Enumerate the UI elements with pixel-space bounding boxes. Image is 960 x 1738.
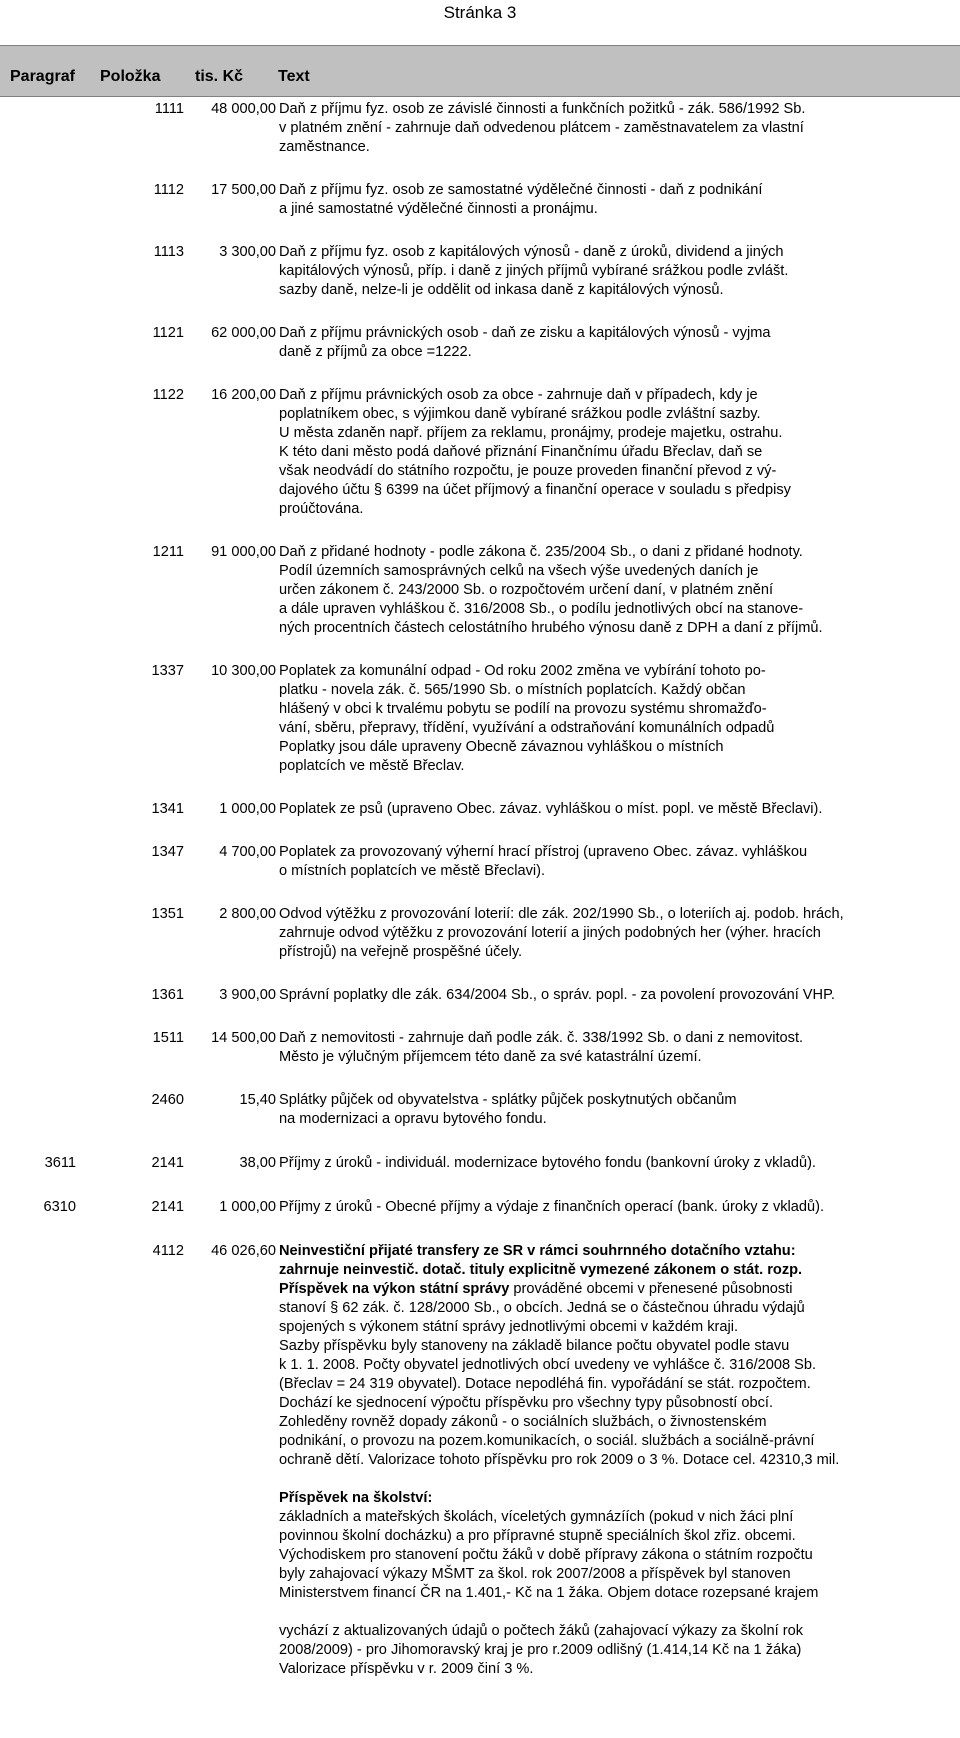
cell-polozka: 1337 <box>151 663 184 679</box>
cell-polozka: 1347 <box>151 844 184 860</box>
text-line: zahrnuje odvod výtěžku z provozování loterií a jiných podobných her (výher. hracích <box>279 925 821 941</box>
cell-polozka: 1113 <box>153 244 184 260</box>
cell-paragraf: 3611 <box>44 1155 76 1171</box>
text-line: Valorizace příspěvku v r. 2009 činí 3 %. <box>279 1661 534 1677</box>
column-header-text: Text <box>278 68 310 85</box>
table-row <box>0 800 960 819</box>
text-line: Příjmy z úroků - individuál. modernizace bytového fondu (bankovní úroky z vkladů). <box>279 1155 816 1171</box>
text-line: k 1. 1. 2008. Počty obyvatel jednotlivých obcí uvedeny ve vyhlášce č. 316/2008 Sb. <box>279 1357 817 1373</box>
text-line: Splátky půjček od obyvatelstva - splátky půjček poskytnutých občanům <box>279 1092 737 1108</box>
text-line: Daň z přidané hodnoty - podle zákona č. 235/2004 Sb., o dani z přidané hodnoty. <box>279 544 803 560</box>
transfer-intro <box>279 1242 915 1470</box>
table-row <box>0 905 960 962</box>
text-line: Poplatky jsou dále upraveny Obecně závaznou vyhláškou o místních <box>279 739 724 755</box>
cell-text <box>279 1029 915 1067</box>
table-row <box>0 543 960 638</box>
cell-text <box>279 905 915 962</box>
table-header <box>0 45 960 97</box>
text-line: Správní poplatky dle zák. 634/2004 Sb., o správ. popl. - za povolení provozování VHP. <box>279 987 835 1003</box>
text-line: Odvod výtěžku z provozování loterií: dle zák. 202/1990 Sb., o loteriích aj. podob. hrách, <box>279 906 844 922</box>
text-line: sazby daně, nelze-li je oddělit od inkasa daně z kapitálových výnosů. <box>279 282 724 298</box>
page-header <box>0 0 960 42</box>
text-line: Daň z příjmu fyz. osob z kapitálových výnosů - daně z úroků, dividend a jiných <box>279 244 784 260</box>
text-line: poplatníkem obec, s výjimkou daně vybírané srážkou podle zvláštní sazby. <box>279 406 761 422</box>
text-line: proúčtována. <box>279 501 364 517</box>
budget-rows <box>0 100 960 1679</box>
table-row <box>0 1091 960 1129</box>
text-line: ných procentních částech celostátního hrubého výnosu daně z DPH a daní z příjmů. <box>279 620 823 636</box>
table-row <box>0 243 960 300</box>
table-row <box>0 100 960 157</box>
text-line: na modernizaci a opravu bytového fondu. <box>279 1111 547 1127</box>
cell-polozka: 2460 <box>151 1092 184 1108</box>
text-line: Poplatek ze psů (upraveno Obec. závaz. vyhláškou o míst. popl. ve městě Břeclavi). <box>279 801 823 817</box>
text-line: Poplatek za provozovaný výherní hrací přístroj (upraveno Obec. závaz. vyhláškou <box>279 844 808 860</box>
table-row <box>0 324 960 362</box>
school-heading: Příspěvek na školství: <box>279 1490 433 1506</box>
cell-amount: 15,40 <box>239 1092 276 1108</box>
cell-polozka: 1351 <box>151 906 184 922</box>
text-line: a jiné samostatné výdělečné činnosti a pronájmu. <box>279 201 598 217</box>
cell-amount: 1 000,00 <box>219 801 276 817</box>
cell-text <box>279 1198 915 1217</box>
cell-text <box>279 181 915 219</box>
text-line: byly zahajovací výkazy MŠMT za škol. rok 2007/2008 a příspěvek byl stanoven <box>279 1566 791 1582</box>
text-line: Zohleděny rovněž dopady zákonů - o sociálních službách, o živnostenském <box>279 1414 767 1430</box>
text-line: základních a mateřských školách, víceletých gymnázíích (pokud v nich žáci plní <box>279 1509 794 1525</box>
cell-amount: 91 000,00 <box>211 544 276 560</box>
column-header-polozka: Položka <box>100 68 161 85</box>
text-line: vání, sběru, přepravy, třídění, využívání a odstraňování komunálních odpadů <box>279 720 775 736</box>
text-line: vychází z aktualizovaných údajů o počtech žáků (zahajovací výkazy za školní rok <box>279 1623 804 1639</box>
cell-amount: 62 000,00 <box>211 325 276 341</box>
cell-amount: 14 500,00 <box>211 1030 276 1046</box>
table-row <box>0 1029 960 1067</box>
cell-paragraf: 6310 <box>43 1199 76 1215</box>
text-line: Sazby příspěvku byly stanoveny na základě bilance počtu obyvatel podle stavu <box>279 1338 790 1354</box>
text-line: Podíl územních samosprávných celků na všech výše uvedených daních je <box>279 563 759 579</box>
cell-polozka: 1112 <box>153 182 184 198</box>
cell-polozka: 1361 <box>151 987 184 1003</box>
table-row <box>0 1198 960 1217</box>
cell-amount: 38,00 <box>239 1155 276 1171</box>
cell-text <box>279 324 915 362</box>
text-line: povinnou školní docházku) a pro přípravné stupně speciálních škol zřiz. obcemi. <box>279 1528 796 1544</box>
school-contribution <box>279 1489 915 1603</box>
state-admin-heading: Příspěvek na výkon státní správy <box>279 1281 510 1297</box>
text-line: 2008/2009) - pro Jihomoravský kraj je pro r.2009 odlišný (1.414,14 Kč na 1 žáka) <box>279 1642 802 1658</box>
cell-polozka: 1121 <box>152 325 184 341</box>
page-number: Stránka 3 <box>443 3 517 22</box>
text-line: zaměstnance. <box>279 139 370 155</box>
cell-text <box>279 1154 915 1173</box>
cell-text <box>279 386 915 519</box>
text-line: Příjmy z úroků - Obecné příjmy a výdaje z finančních operací (bank. úroky z vkladů). <box>279 1199 825 1215</box>
cell-polozka: 1341 <box>151 801 184 817</box>
cell-text <box>279 1242 915 1679</box>
text-line: podnikání, o provozu na pozem.komunikacích, o sociál. službách a sociálně-právní <box>279 1433 815 1449</box>
text-line: K této dani město podá daňové přiznání Finančnímu úřadu Břeclav, daň se <box>279 444 763 460</box>
text-line: Poplatek za komunální odpad - Od roku 2002 změna ve vybírání tohoto po- <box>279 663 766 679</box>
cell-polozka: 4112 <box>152 1243 184 1259</box>
cell-polozka: 2141 <box>151 1199 184 1215</box>
text-line: Daň z příjmu právnických osob - daň ze zisku a kapitálových výnosů - vyjma <box>279 325 771 341</box>
state-admin-heading-rest: prováděné obcemi v přenesené působnosti <box>509 1281 793 1297</box>
cell-text <box>279 243 915 300</box>
table-row <box>0 986 960 1005</box>
cell-polozka: 1122 <box>152 387 184 403</box>
text-line: spojených s výkonem státní správy jednotlivými obcemi v každém kraji. <box>279 1319 739 1335</box>
cell-text <box>279 800 915 819</box>
table-row <box>0 662 960 776</box>
text-line: Východiskem pro stanovení počtu žáků v době přípravy zákona o státním rozpočtu <box>279 1547 813 1563</box>
text-line: určen zákonem č. 243/2000 Sb. o rozpočtovém určení daní, v platném znění <box>279 582 774 598</box>
table-row <box>0 386 960 519</box>
cell-amount: 16 200,00 <box>211 387 276 403</box>
school-contribution-continued <box>279 1622 915 1679</box>
cell-text <box>279 986 915 1005</box>
text-line: Město je výlučným příjemcem této daně za své katastrální území. <box>279 1049 702 1065</box>
text-line: stanoví § 62 zák. č. 128/2000 Sb., o obcích. Jedná se o částečnou úhradu výdajů <box>279 1300 805 1316</box>
text-line: poplatcích ve městě Břeclav. <box>279 758 465 774</box>
cell-amount: 3 300,00 <box>219 244 276 260</box>
cell-polozka: 1111 <box>154 101 184 117</box>
text-line: hlášený v obci k trvalému pobytu se podílí na provozu systému shromažďo- <box>279 701 767 717</box>
intro-line: Neinvestiční přijaté transfery ze SR v rámci souhrnného dotačního vztahu: <box>279 1243 796 1259</box>
text-line: Daň z příjmu fyz. osob ze závislé činnosti a funkčních požitků - zák. 586/1992 Sb. <box>279 101 806 117</box>
intro-line: zahrnuje neinvestič. dotač. tituly explicitně vymezené zákonem o stát. rozp. <box>279 1262 803 1278</box>
text-line: Daň z příjmu právnických osob za obce - zahrnuje daň v případech, kdy je <box>279 387 758 403</box>
cell-amount: 46 026,60 <box>211 1243 276 1259</box>
column-header-amount: tis. Kč <box>195 68 244 85</box>
cell-amount: 17 500,00 <box>211 182 276 198</box>
text-line: Daň z nemovitosti - zahrnuje daň podle zák. č. 338/1992 Sb. o dani z nemovitost. <box>279 1030 804 1046</box>
text-line: Ministerstvem financí ČR na 1.401,- Kč na 1 žáka. Objem dotace rozepsané krajem <box>279 1585 819 1601</box>
table-row <box>0 1154 960 1173</box>
text-line: o místních poplatcích ve městě Břeclavi). <box>279 863 546 879</box>
cell-amount: 1 000,00 <box>219 1199 276 1215</box>
cell-polozka: 1511 <box>152 1030 184 1046</box>
table-row <box>0 843 960 881</box>
cell-text <box>279 1091 915 1129</box>
text-line: kapitálových výnosů, příp. i daně z jiných příjmů vybírané srážkou podle zvlášt. <box>279 263 789 279</box>
cell-polozka: 2141 <box>151 1155 184 1171</box>
text-line: platku - novela zák. č. 565/1990 Sb. o místních poplatcích. Každý občan <box>279 682 746 698</box>
cell-amount: 3 900,00 <box>219 987 276 1003</box>
cell-text <box>279 662 915 776</box>
cell-text <box>279 543 915 638</box>
cell-amount: 10 300,00 <box>211 663 276 679</box>
text-line: ochraně dětí. Valorizace tohoto příspěvku pro rok 2009 o 3 %. Dotace cel. 42310,3 mil. <box>279 1452 840 1468</box>
table-row <box>0 181 960 219</box>
text-line: (Břeclav = 24 319 obyvatel). Dotace nepodléhá fin. vypořádání se stát. rozpočtem. <box>279 1376 811 1392</box>
text-line: Dochází ke sjednocení výpočtu příspěvku pro všechny typy působností obcí. <box>279 1395 774 1411</box>
cell-text <box>279 100 915 157</box>
cell-amount: 48 000,00 <box>211 101 276 117</box>
cell-text <box>279 843 915 881</box>
text-line: dajového účtu § 6399 na účet příjmový a finanční operace v souladu s předpisy <box>279 482 791 498</box>
cell-amount: 4 700,00 <box>219 844 276 860</box>
cell-polozka: 1211 <box>152 544 184 560</box>
text-line: daně z příjmů za obce =1222. <box>279 344 472 360</box>
text-line: však neodvádí do státního rozpočtu, je pouze proveden finanční převod z vý- <box>279 463 777 479</box>
column-header-paragraf: Paragraf <box>10 68 75 85</box>
text-line: a dále upraven vyhláškou č. 316/2008 Sb., o podílu jednotlivých obcí na stanove- <box>279 601 804 617</box>
text-line: v platném znění - zahrnuje daň odvedenou plátcem - zaměstnavatelem za vlastní <box>279 120 804 136</box>
text-line: Daň z příjmu fyz. osob ze samostatné výdělečné činnosti - daň z podnikání <box>279 182 763 198</box>
text-line: přístrojů) na veřejně prospěšné účely. <box>279 944 523 960</box>
text-line: U města zdaněn např. příjem za reklamu, pronájmy, prodeje majetku, ostrahu. <box>279 425 783 441</box>
cell-amount: 2 800,00 <box>219 906 276 922</box>
table-row-4112 <box>0 1242 960 1679</box>
